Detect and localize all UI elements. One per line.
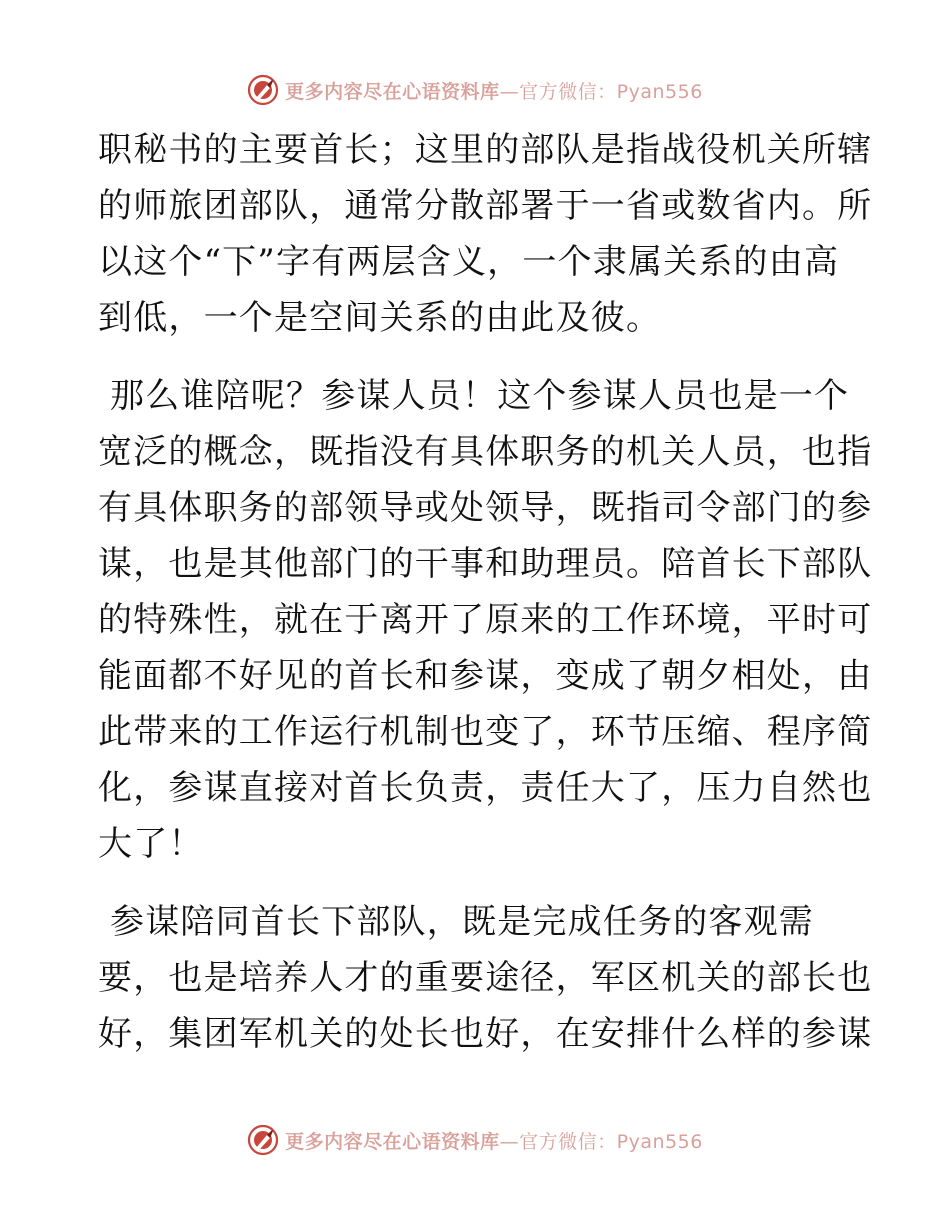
text-line: 能面都不好见的首长和参谋，变成了朝夕相处，由 <box>98 656 873 696</box>
text-line: 那么谁陪呢？参谋人员！这个参谋人员也是一个 <box>110 376 850 416</box>
watermark-main-text: 更多内容尽在心语资料库 <box>285 80 500 103</box>
text-line: 职秘书的主要首长；这里的部队是指战役机关所辖 <box>98 130 873 170</box>
watermark-wechat-text: —官方微信：Pyan556 <box>499 1130 703 1153</box>
text-line: 宽泛的概念，既指没有具体职务的机关人员，也指 <box>98 432 873 472</box>
paragraph-3 <box>98 894 873 1062</box>
text-line: 的师旅团部队，通常分散部署于一省或数省内。所 <box>98 186 873 226</box>
paragraph-2 <box>98 368 873 872</box>
text-line: 有具体职务的部领导或处领导，既指司令部门的参 <box>98 488 873 528</box>
text-line: 要，也是培养人才的重要途径，军区机关的部长也 <box>98 958 873 998</box>
text-line: 好，集团军机关的处长也好，在安排什么样的参谋 <box>98 1014 873 1054</box>
text-line: 化，参谋直接对首长负责，责任大了，压力自然也 <box>98 768 873 808</box>
feather-pen-logo-icon <box>247 74 279 106</box>
text-line: 的特殊性，就在于离开了原来的工作环境，平时可 <box>98 600 873 640</box>
text-line: 此带来的工作运行机制也变了，环节压缩、程序简 <box>98 712 873 752</box>
document-body <box>98 122 873 1062</box>
text-line: 参谋陪同首长下部队，既是完成任务的客观需 <box>110 902 814 942</box>
text-line: 到低，一个是空间关系的由此及彼。 <box>98 298 662 338</box>
watermark-wechat-text: —官方微信：Pyan556 <box>499 80 703 103</box>
header-watermark-banner <box>0 70 950 110</box>
watermark-main-text: 更多内容尽在心语资料库 <box>285 1130 500 1153</box>
feather-pen-logo-icon <box>247 1124 279 1156</box>
text-line: 以这个“下”字有两层含义，一个隶属关系的由高 <box>98 242 840 282</box>
footer-watermark-banner <box>0 1120 950 1160</box>
paragraph-1 <box>98 122 873 346</box>
text-line: 大了！ <box>98 824 204 864</box>
text-line: 谋，也是其他部门的干事和助理员。陪首长下部队 <box>98 544 873 584</box>
